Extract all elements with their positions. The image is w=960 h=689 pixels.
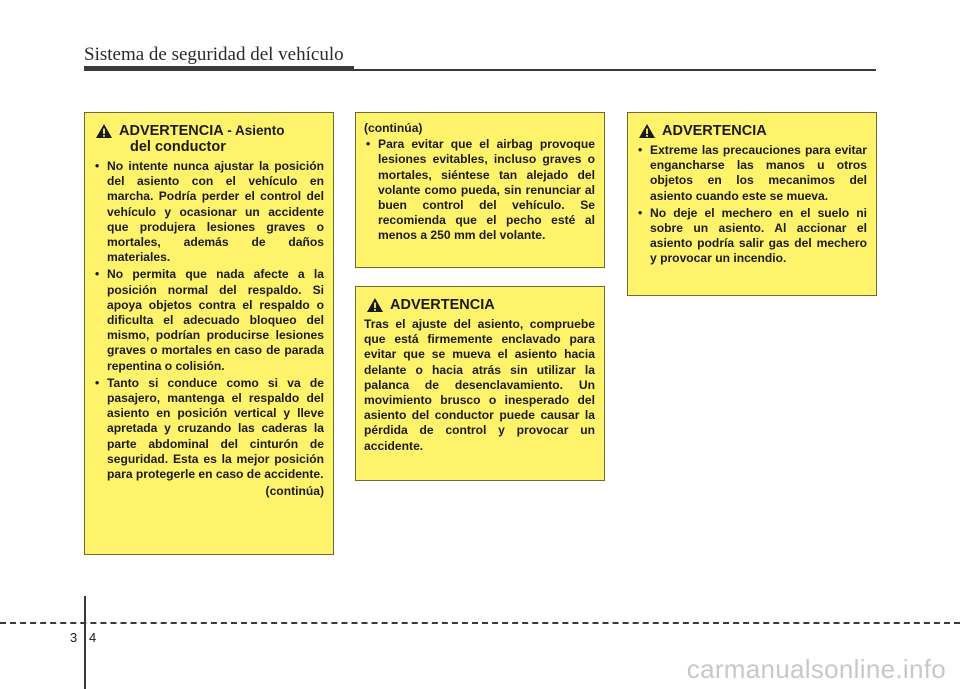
warning-heading: [364, 297, 595, 313]
header-rule-thick: [84, 66, 354, 71]
warning-list: [93, 159, 324, 482]
warning-heading: [93, 123, 324, 155]
warning-triangle-icon: [638, 123, 656, 139]
warning-triangle-icon: [366, 297, 384, 313]
warning-paragraph: Tras el ajuste del asiento, compruebe que está firmemente enclavado para evitar que se mueva el asiento hacia delante o hacia atrás sin utilizar la palanca de desenclavamiento. Un movimiento brusco o inesperado del asiento del conductor puede causar la pérdida de control y provocar un accidente.: [364, 317, 595, 453]
warning-box-continued: [355, 112, 605, 268]
warning-heading-title: ADVERTENCIA: [390, 297, 495, 313]
continued-label: (continúa): [364, 121, 423, 135]
page-number: 4: [89, 630, 97, 645]
warning-list-item: • No deje el mechero en el suelo ni sobre un asiento. Al accionar el asiento podría salir gas del mechero y provocar un incendio.: [636, 206, 867, 267]
footer-vertical-rule: [84, 596, 86, 689]
page-header-title: Sistema de seguridad del vehículo: [84, 44, 344, 65]
warning-list-item: • Tanto si conduce como si va de pasajero, mantenga el respaldo del asiento en posición vertical y lleve apretada y cruzando las caderas la parte abdominal del cinturón de seguridad. Esta es la mejor posición para protegerle en caso de accidente.: [93, 376, 324, 482]
continues-note: (continúa): [265, 484, 324, 499]
warning-box-driver-seat: [84, 112, 334, 555]
warning-heading: [636, 123, 867, 139]
warning-list-item: • Extreme las precauciones para evitar engancharse las manos u otros objetos en los mecanimos del asiento cuando este se mueva.: [636, 143, 867, 204]
watermark: carmanualsonline.info: [686, 654, 946, 684]
warning-heading-subtitle: - Asiento: [227, 123, 285, 138]
warning-heading-subtitle-line2: del conductor: [130, 139, 226, 155]
warning-list: [364, 137, 595, 243]
footer-dashed-rule: [0, 622, 960, 624]
warning-triangle-icon: [95, 123, 113, 139]
warning-heading-title: ADVERTENCIA: [119, 123, 224, 139]
page-chapter-number: 3: [70, 630, 78, 645]
header-rule-thin: [354, 69, 876, 71]
warning-list-item: • Para evitar que el airbag provoque lesiones evitables, incluso graves o mortales, siéntese tan alejado del volante como pueda, sin renunciar al buen control del vehículo. Se recomienda que el pecho esté al menos a 250 mm del volante.: [364, 137, 595, 243]
warning-list: [636, 143, 867, 267]
warning-list-item: • No permita que nada afecte a la posición normal del respaldo. Si apoya objetos contra el respaldo o dificulta el adecuado bloqueo del mismo, podrían producirse lesiones graves o mortales en caso de parada repentina o colisión.: [93, 267, 324, 373]
warning-list-item: • No intente nunca ajustar la posición del asiento con el vehículo en marcha. Podría perder el control del vehículo y ocasionar un accidente que produjera lesiones graves o mortales, además de daños materiales.: [93, 159, 324, 265]
warning-heading-title: ADVERTENCIA: [662, 123, 767, 139]
warning-box-mechanism: [627, 112, 877, 296]
warning-box-seat-lock: [355, 286, 605, 481]
